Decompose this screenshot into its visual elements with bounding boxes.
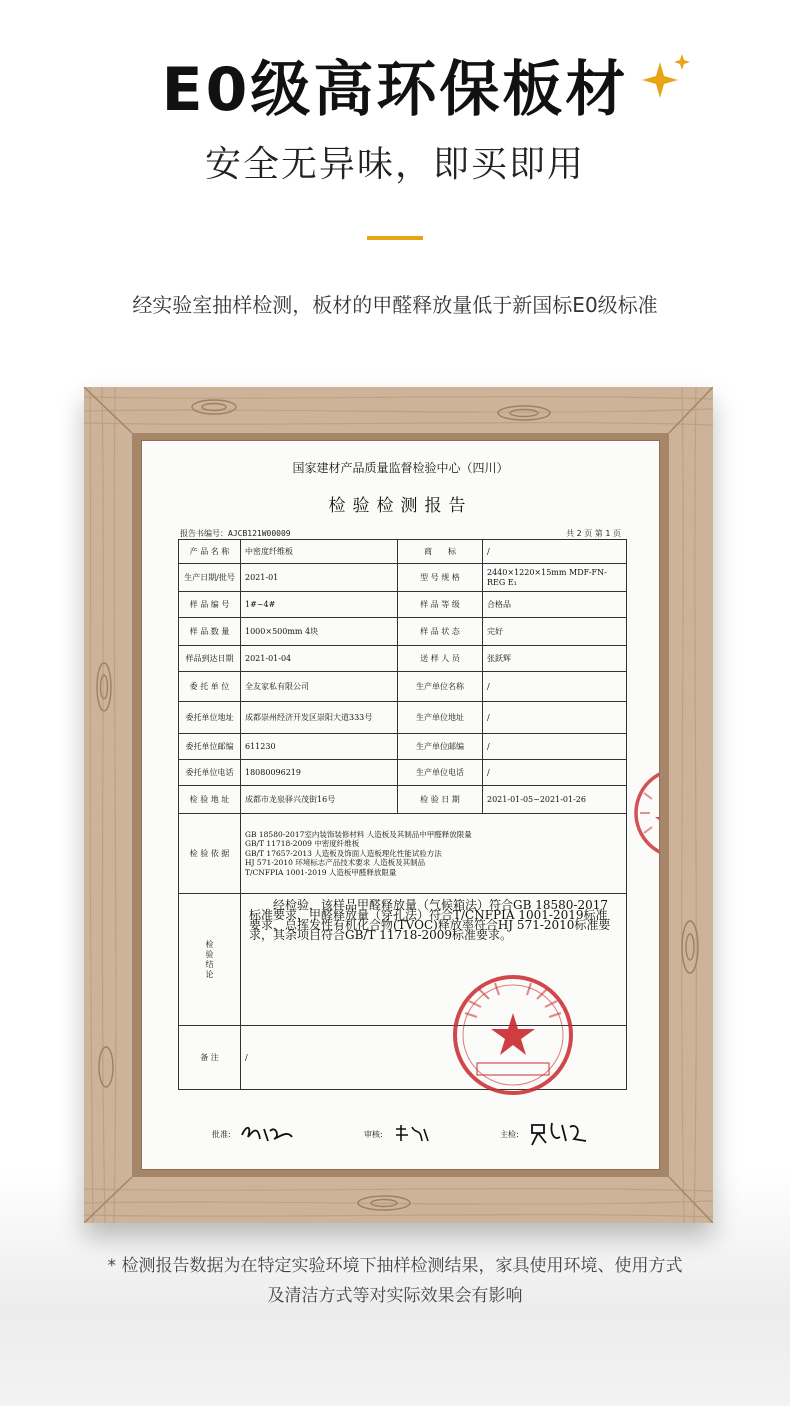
page-subtitle: 安全无异味，即买即用: [204, 144, 585, 185]
basis-line: HJ 571-2010 环境标志产品技术要求 人造板及其制品: [245, 858, 426, 868]
page-count: 共 2 页 第 1 页: [566, 529, 621, 538]
row-label: 生产日期/批号: [179, 564, 241, 592]
row-value: 1000×500mm 4块: [241, 618, 398, 646]
table-row: [179, 564, 627, 592]
page-description: 经实验室抽样检测，板材的甲醛释放量低于新国标E0级标准: [132, 293, 658, 317]
conclusion-text: 经检验，该样品甲醛释放量（气候箱法）符合GB 18580-2017标准要求，甲醛释放量（穿孔法）符合T/CNFPIA 1001-2019标准要求，总挥发性有机化合物(TVOC)释放率符合HJ 571-2010标准要求，其余项目符合GB/T 11718-2009标准要求。: [241, 894, 627, 1026]
row-label: 产 品 名 称: [179, 540, 241, 564]
basis-line: GB 18580-2017室内装饰装修材料 人造板及其制品中甲醛释放限量: [245, 829, 472, 839]
row-label-secondary: 型 号 规 格: [398, 564, 483, 592]
row-value-secondary: /: [483, 672, 627, 702]
row-label: 检 验 地 址: [179, 786, 241, 814]
conclusion-label: 检 验 结 论: [179, 894, 241, 1026]
row-value-secondary: 2021-01-05~2021-01-26: [483, 786, 627, 814]
row-label: 样 品 数 量: [179, 618, 241, 646]
sparkle-icon: [640, 52, 694, 100]
table-row: [179, 592, 627, 618]
row-value: 全友家私有限公司: [241, 672, 398, 702]
basis-line: GB/T 11718-2009 中密度纤维板: [245, 839, 360, 849]
row-value-secondary: 合格品: [483, 592, 627, 618]
approve-signature-icon: [238, 1121, 296, 1145]
review-label: 审核:: [364, 1130, 383, 1139]
row-label-secondary: 生产单位地址: [398, 702, 483, 734]
row-label: 委托单位电话: [179, 760, 241, 786]
row-label-secondary: 生产单位名称: [398, 672, 483, 702]
row-value-secondary: /: [483, 734, 627, 760]
report-number: 报告书编号：AJCB121W00009: [180, 529, 291, 538]
row-label-secondary: 检 验 日 期: [398, 786, 483, 814]
row-label-secondary: 样 品 等 级: [398, 592, 483, 618]
table-row: [179, 786, 627, 814]
basis-label: 检 验 依 据: [179, 814, 241, 894]
approve-label: 批准:: [212, 1130, 231, 1139]
table-row: [179, 672, 627, 702]
row-label: 样 品 编 号: [179, 592, 241, 618]
row-value: 2021-01-04: [241, 646, 398, 672]
footnote-line: 及清洁方式等对实际效果会有影响: [267, 1286, 523, 1306]
row-label-secondary: 样 品 状 态: [398, 618, 483, 646]
table-row: [179, 646, 627, 672]
row-label-secondary: 生产单位邮编: [398, 734, 483, 760]
row-value-secondary: /: [483, 702, 627, 734]
row-label: 委托单位地址: [179, 702, 241, 734]
row-label: 委 托 单 位: [179, 672, 241, 702]
disclaimer-footnote: [0, 1251, 790, 1311]
page-title: E0级高环保板材: [161, 55, 629, 125]
basis-line: GB/T 17657-2013 人造板及饰面人造板理化性能试验方法: [245, 848, 442, 858]
row-value-secondary: 2440×1220×15mm MDF-FN-REG E₁: [483, 564, 627, 592]
remark-label: 备 注: [179, 1026, 241, 1090]
table-row: [179, 540, 627, 564]
row-label: 委托单位邮编: [179, 734, 241, 760]
row-value: 成都崇州经济开发区崇阳大道333号: [241, 702, 398, 734]
main-inspector-signature-icon: [526, 1119, 590, 1147]
partial-seal-stamp: [622, 763, 660, 863]
accent-divider: [367, 236, 423, 240]
row-value: 1#~4#: [241, 592, 398, 618]
row-label-secondary: 送 样 人 员: [398, 646, 483, 672]
row-label-secondary: 商 标: [398, 540, 483, 564]
row-value: 18080096219: [241, 760, 398, 786]
inspection-report-document: [141, 440, 660, 1170]
report-title: 检验检测报告: [328, 496, 473, 516]
main-inspector-label: 主检:: [500, 1130, 519, 1139]
row-value-secondary: /: [483, 540, 627, 564]
table-row: [179, 734, 627, 760]
official-seal-stamp: [451, 973, 575, 1097]
row-label: 样品到达日期: [179, 646, 241, 672]
row-value: 611230: [241, 734, 398, 760]
table-row: [179, 760, 627, 786]
row-value-secondary: 张跃辉: [483, 646, 627, 672]
issuing-center-name: 国家建材产品质量监督检验中心（四川）: [292, 461, 509, 475]
row-value: 中密度纤维板: [241, 540, 398, 564]
table-row: [179, 618, 627, 646]
table-row: [179, 702, 627, 734]
review-signature-icon: [392, 1123, 432, 1145]
signature-row: [142, 1119, 659, 1149]
row-value-secondary: 完好: [483, 618, 627, 646]
basis-line: T/CNFPIA 1001-2019 人造板甲醛释放限量: [245, 867, 397, 877]
basis-list: [241, 814, 627, 894]
row-value: 成都市龙泉驿兴茂街16号: [241, 786, 398, 814]
row-label-secondary: 生产单位电话: [398, 760, 483, 786]
footnote-line: * 检测报告数据为在特定实验环境下抽样检测结果，家具使用环境、使用方式: [107, 1256, 683, 1276]
remark-value: /: [241, 1026, 627, 1090]
row-value-secondary: /: [483, 760, 627, 786]
certificate-frame: [84, 387, 713, 1223]
row-value: 2021-01: [241, 564, 398, 592]
table-row: [179, 814, 627, 894]
